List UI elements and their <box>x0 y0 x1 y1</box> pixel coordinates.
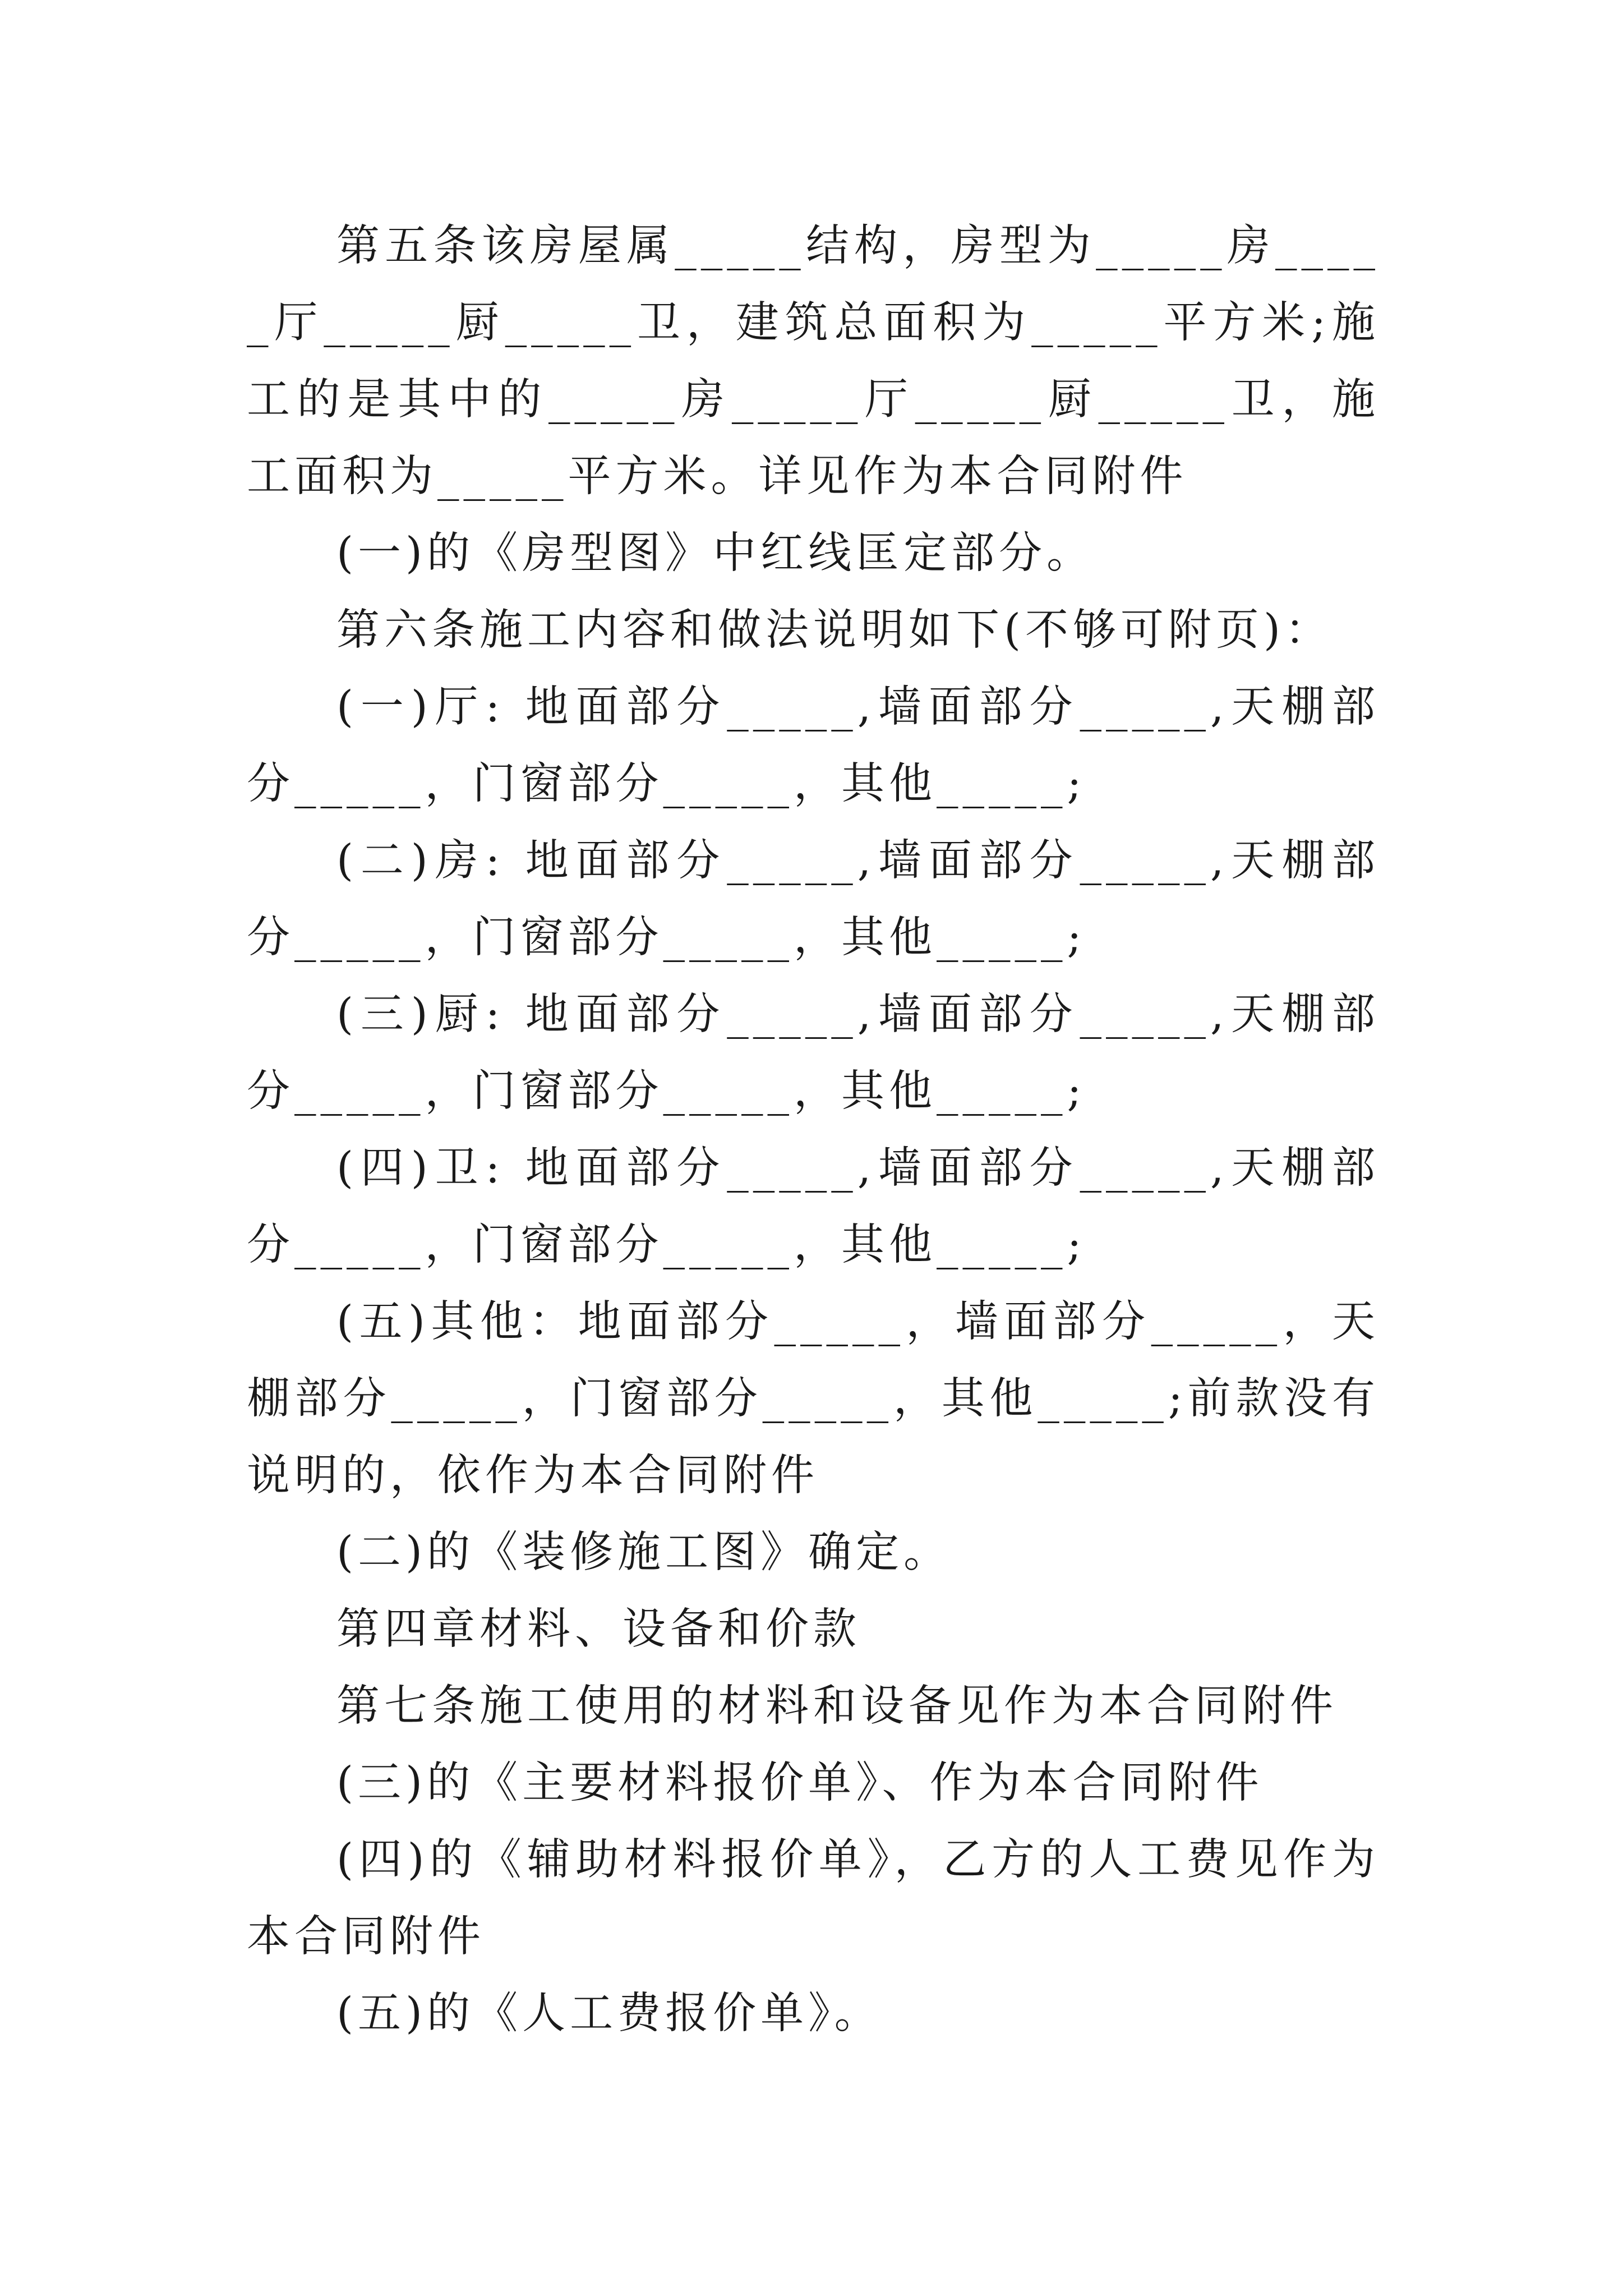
paragraph-article-6: 第六条施工内容和做法说明如下(不够可附页)： <box>336 605 1333 655</box>
paragraph-item-room: (二)房: 地面部分_____,墙面部分_____,天棚部分_____，门窗部分_____，其他_____; <box>247 836 1380 963</box>
paragraph-attachment-5: (五)的《人工费报价单》。 <box>336 1989 882 2039</box>
paragraph-attachment-2: (二)的《装修施工图》确定。 <box>336 1527 952 1577</box>
paragraph-article-5: 第五条该房屋属_____结构，房型为_____房_____厅_____厨_____卫，建筑总面积为_____平方米;施工的是其中的_____房_____厅_____厨_____卫，施工面积为_____平方米。详见作为本合同附件 <box>247 221 1380 501</box>
paragraph-item-hall: (一)厅: 地面部分_____,墙面部分_____,天棚部分_____，门窗部分_____，其他_____; <box>247 682 1380 809</box>
paragraph-attachment-3: (三)的《主要材料报价单》、作为本合同附件 <box>336 1758 1264 1808</box>
paragraph-item-kitchen: (三)厨: 地面部分_____,墙面部分_____,天棚部分_____，门窗部分_____，其他_____; <box>247 990 1380 1116</box>
paragraph-article-7: 第七条施工使用的材料和设备见作为本合同附件 <box>336 1681 1338 1731</box>
document-body <box>247 208 1380 2052</box>
paragraph-item-other: (五)其他：地面部分_____，墙面部分_____，天棚部分_____，门窗部分_____，其他_____;前款没有说明的，依作为本合同附件 <box>247 1297 1380 1501</box>
paragraph-item-bathroom: (四)卫: 地面部分_____,墙面部分_____,天棚部分_____，门窗部分_____，其他_____; <box>247 1143 1380 1270</box>
paragraph-attachment-4: (四)的《辅助材料报价单》，乙方的人工费见作为本合同附件 <box>247 1835 1380 1962</box>
paragraph-attachment-1: (一)的《房型图》中红线匡定部分。 <box>336 528 1095 578</box>
chapter-heading-4: 第四章材料、设备和价款 <box>336 1604 861 1654</box>
